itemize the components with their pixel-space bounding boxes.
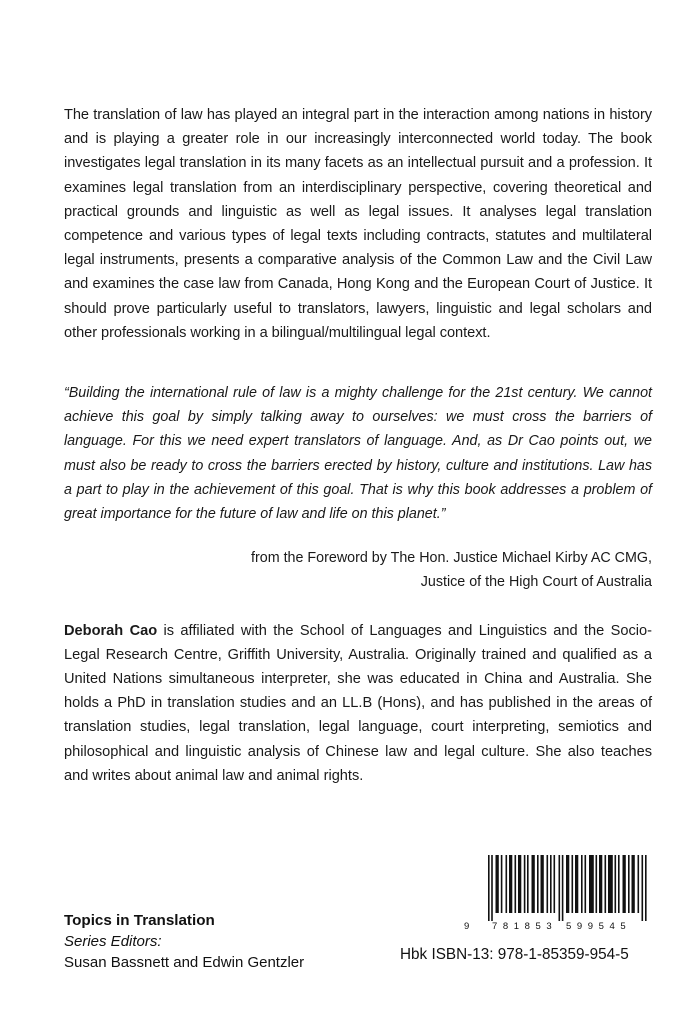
barcode-image [488, 855, 648, 921]
cover-footer [64, 903, 652, 983]
book-description-paragraph: The translation of law has played an integral part in the interaction among nations in history and is playing a greater role in our increasingly interconnected world today. The book investigates legal translation in its many facets as an intellectual pursuit and a profession. It examines legal translation from an interdisciplinary perspective, covering theoretical and practical grounds and linguistic as well as legal issues. It analyses legal translation competence and various types of legal texts including contracts, statutes and multilateral legal instruments, presents a comparative analysis of the Common Law and the Civil Law and examines the case law from Canada, Hong Kong and the European Court of Justice. It should prove particularly useful to translators, lawyers, linguistic and legal scholars and other professionals working in a bilingual/multilingual legal context. [64, 107, 652, 341]
barcode-right-group: 599545 [566, 921, 632, 932]
foreword-quote-block [64, 381, 652, 526]
isbn-text: Hbk ISBN-13: 978-1-85359-954-5 [400, 946, 629, 963]
quote-attribution-line-1: from the Foreword by The Hon. Justice Michael Kirby AC CMG, [251, 550, 652, 567]
author-bio-text: is affiliated with the School of Languages and Linguistics and the Socio-Legal Research Centre, Griffith University, Australia. Originally trained and qualified as a United Nations simultaneous interpreter, she was educated in China and Australia. She holds a PhD in translation studies and an LL.B (Hons), and has published in the areas of translation studies, legal translation, legal language, court interpreting, semiotics and philosophical and linguistic analysis of Chinese law and legal culture. She also teaches and writes about animal law and animal rights. [64, 622, 652, 784]
barcode-icon [488, 855, 648, 921]
cover-content [64, 103, 652, 788]
series-info [64, 911, 394, 973]
barcode-area [394, 855, 652, 965]
series-editors-label: Series Editors: [64, 933, 162, 950]
series-title: Topics in Translation [64, 912, 215, 929]
quote-attribution-line-2: Justice of the High Court of Australia [420, 574, 652, 591]
barcode-left-group: 781853 [492, 921, 558, 932]
barcode-lead-digit: 9 [464, 921, 470, 932]
series-editors-names: Susan Bassnett and Edwin Gentzler [64, 954, 305, 971]
author-bio-paragraph [64, 619, 652, 788]
barcode-digits [464, 921, 648, 935]
author-name: Deborah Cao [64, 622, 158, 639]
author-bio-block [64, 619, 652, 788]
quote-attribution [64, 546, 652, 594]
foreword-quote-text: “Building the international rule of law is a mighty challenge for the 21st century. We cannot achieve this goal by simply talking away to ourselves: we must cross the barriers of language. For this we need expert translators of language. And, as Dr Cao points out, we must also be ready to cross the barriers erected by history, culture and institutions. Law has a part to play in the achievement of this goal. That is why this book addresses a problem of great importance for the future of law and life on this planet.” [64, 385, 652, 523]
